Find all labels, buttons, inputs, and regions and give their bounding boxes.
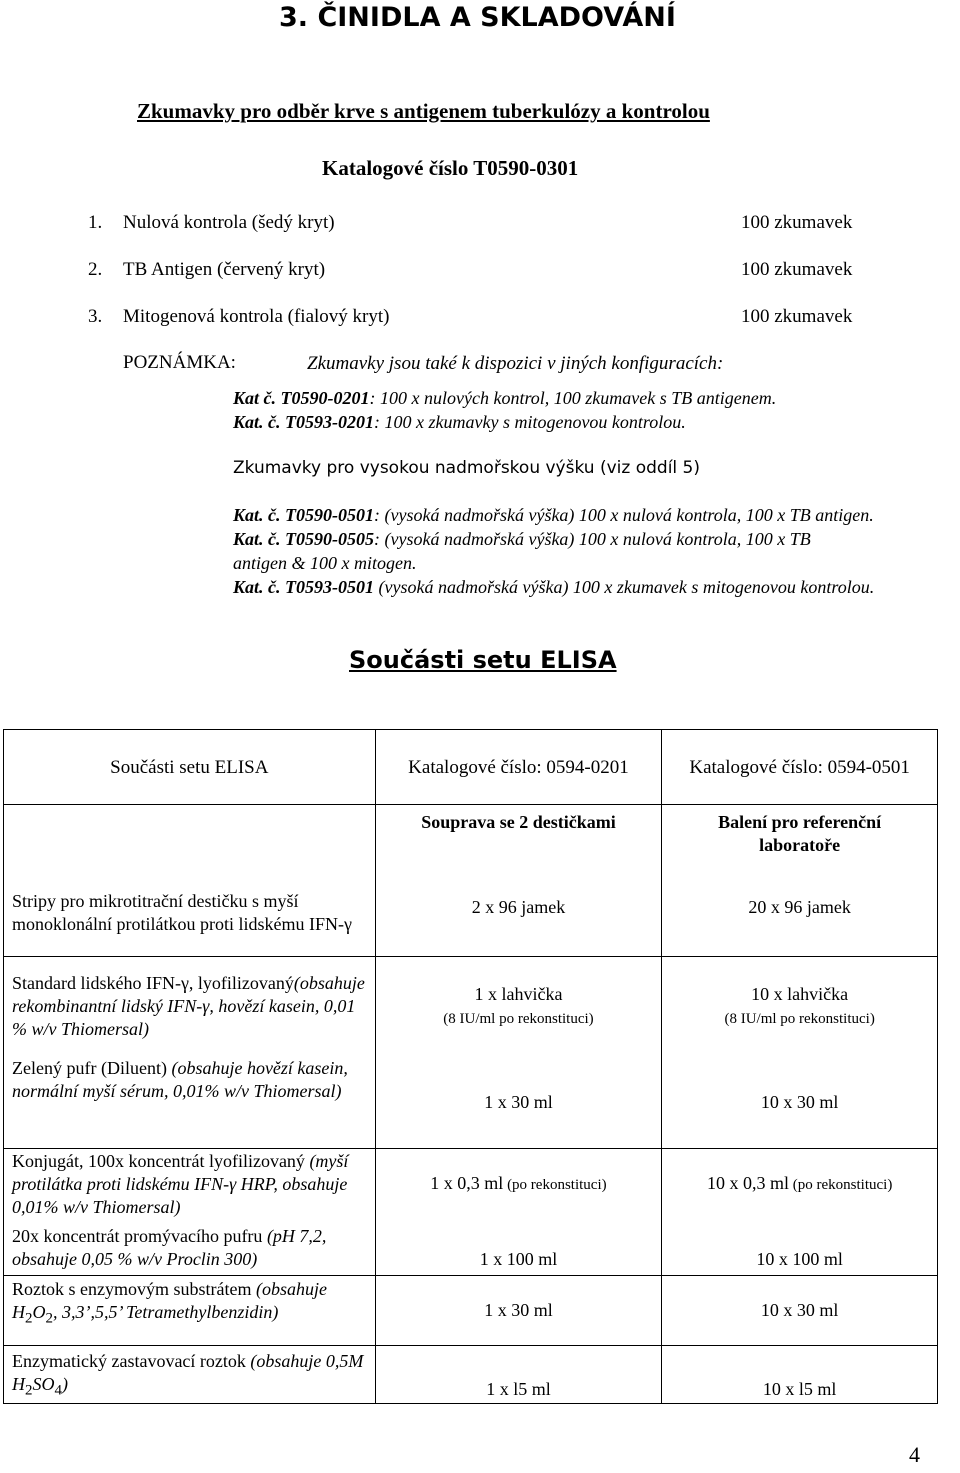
subheader-reference-lab-pack: Balení pro referenční laboratoře — [662, 805, 938, 860]
altitude-line-3: Kat. č. T0593-0501 (vysoká nadmořská výška) 100 x zkumavek s mitogenovou kontrolou. — [233, 577, 875, 597]
table-subheader-row — [4, 805, 938, 860]
list-item-quantity: 100 zkumavek — [741, 259, 853, 280]
qty-kit-a: 1 x 30 ml — [375, 1276, 662, 1346]
section-subheading: Zkumavky pro odběr krve s antigenem tuberkulózy a kontrolou — [137, 99, 710, 123]
subheader-kit-two-plates: Souprava se 2 destičkami — [375, 805, 662, 860]
table-row — [4, 1276, 938, 1346]
elisa-section-title: Součásti setu ELISA — [349, 646, 617, 674]
qty-kit-b: 10 x 30 ml — [662, 1057, 938, 1149]
qty-kit-b: 10 x lahvička (8 IU/ml po rekonstituci) — [662, 957, 938, 1057]
header-catalog-0594-0501: Katalogové číslo: 0594-0501 — [662, 730, 938, 805]
qty-kit-a: 1 x 30 ml — [375, 1057, 662, 1149]
altitude-line-1: Kat. č. T0590-0501: (vysoká nadmořská výška) 100 x nulová kontrola, 100 x TB antigen. — [233, 505, 874, 525]
qty-kit-b: 10 x l5 ml — [662, 1346, 938, 1404]
elisa-components-table — [3, 729, 938, 1404]
page-number: 4 — [909, 1442, 920, 1467]
qty-kit-a: 1 x l5 ml — [375, 1346, 662, 1404]
table-cell-empty — [4, 805, 376, 860]
qty-kit-a: 1 x 100 ml — [375, 1221, 662, 1276]
component-name: Stripy pro mikrotitrační destičku s myší monoklonální protilátkou proti lidskému IFN-γ — [4, 860, 376, 957]
component-name: Konjugát, 100x koncentrát lyofilizovaný (myší protilátka proti lidskému IFN-γ HRP, obsahuje 0,01% w/v Thiomersal) — [4, 1149, 376, 1221]
altitude-line-2: Kat. č. T0590-0505: (vysoká nadmořská výška) 100 x nulová kontrola, 100 x TB — [233, 529, 811, 549]
component-name: Enzymatický zastavovací roztok (obsahuje 0,5M $H_2SO_4$) — [4, 1346, 376, 1404]
table-row — [4, 1221, 938, 1276]
altitude-line-2-continued: antigen & 100 x mitogen. — [233, 553, 417, 573]
qty-kit-b: 10 x 100 ml — [662, 1221, 938, 1276]
qty-kit-b: 20 x 96 jamek — [662, 860, 938, 957]
component-name: Standard lidského IFN-γ, lyofilizovaný(obsahuje rekombinantní lidský IFN-γ, hovězí kasein, 0,01 % w/v Thiomersal) — [4, 957, 376, 1057]
list-item-number: 2. — [88, 259, 103, 280]
list-item-quantity: 100 zkumavek — [741, 306, 853, 327]
qty-kit-a: 1 x lahvička (8 IU/ml po rekonstituci) — [375, 957, 662, 1057]
list-item-quantity: 100 zkumavek — [741, 212, 853, 233]
qty-kit-b: 10 x 30 ml — [662, 1276, 938, 1346]
table-row — [4, 860, 938, 957]
list-item-label: Nulová kontrola (šedý kryt) — [123, 212, 335, 233]
note-line-2: Kat. č. T0593-0201: 100 x zkumavky s mitogenovou kontrolou. — [233, 412, 686, 432]
component-name: Zelený pufr (Diluent) (obsahuje hovězí kasein, normální myší sérum, 0,01% w/v Thiomersal) — [4, 1057, 376, 1149]
component-name: Roztok s enzymovým substrátem (obsahuje $H_2O_2$, 3,3’,5,5’ Tetramethylbenzidin) — [4, 1276, 376, 1346]
qty-kit-a: 2 x 96 jamek — [375, 860, 662, 957]
table-row — [4, 1057, 938, 1149]
table-row — [4, 1149, 938, 1221]
header-catalog-0594-0201: Katalogové číslo: 0594-0201 — [375, 730, 662, 805]
list-item-label: TB Antigen (červený kryt) — [123, 259, 326, 280]
list-item-number: 3. — [88, 306, 103, 327]
list-item-label: Mitogenová kontrola (fialový kryt) — [123, 306, 390, 327]
qty-kit-a: 1 x 0,3 ml (po rekonstituci) — [375, 1149, 662, 1221]
table-row — [4, 957, 938, 1057]
altitude-title: Zkumavky pro vysokou nadmořskou výšku (viz oddíl 5) — [233, 458, 701, 478]
table-header-row — [4, 730, 938, 805]
header-components: Součásti setu ELISA — [4, 730, 376, 805]
note-label: POZNÁMKA: — [123, 352, 236, 373]
catalog-number: Katalogové číslo T0590-0301 — [322, 156, 579, 180]
note-line-1: Kat č. T0590-0201: 100 x nulových kontrol, 100 zkumavek s TB antigenem. — [233, 388, 777, 408]
component-name: 20x koncentrát promývacího pufru (pH 7,2, obsahuje 0,05 % w/v Proclin 300) — [4, 1221, 376, 1276]
list-item-number: 1. — [88, 212, 103, 233]
table-row — [4, 1346, 938, 1404]
page-heading: 3. ČINIDLA A SKLADOVÁNÍ — [279, 2, 676, 33]
qty-kit-b: 10 x 0,3 ml (po rekonstituci) — [662, 1149, 938, 1221]
note-text: Zkumavky jsou také k dispozici v jiných konfiguracích: — [307, 353, 724, 374]
